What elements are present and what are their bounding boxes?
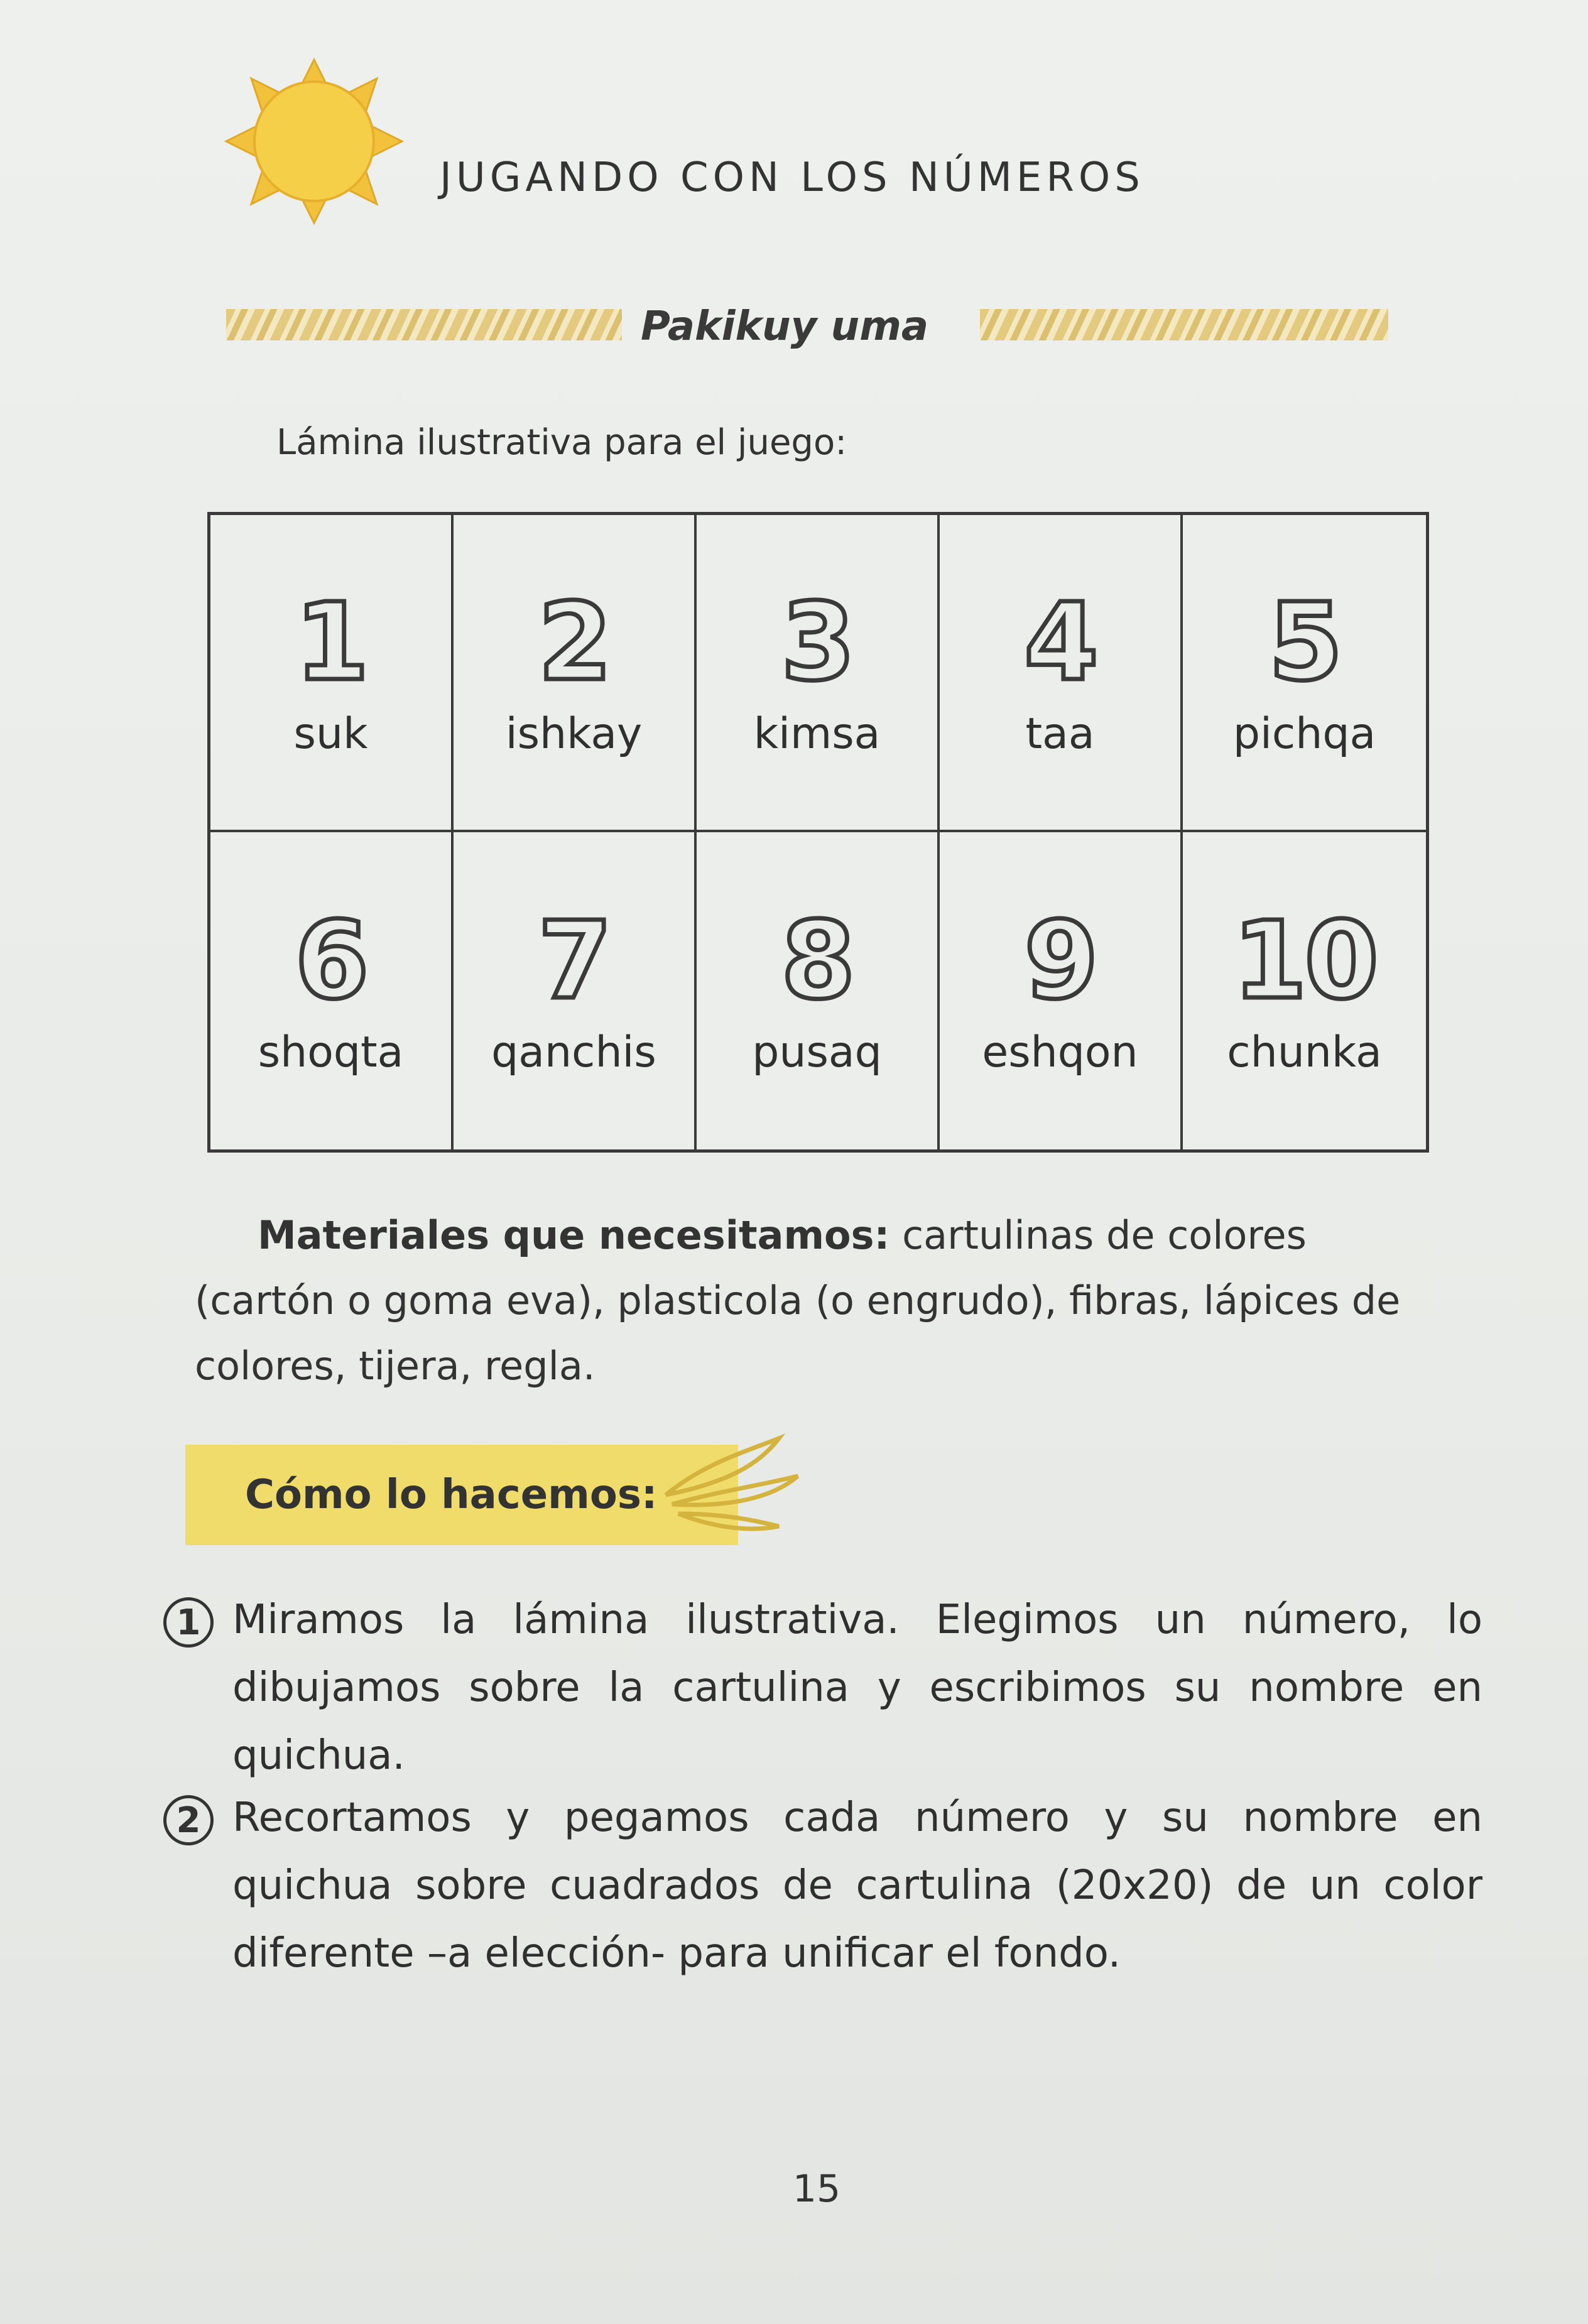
number-word: pichqa xyxy=(1232,709,1376,759)
step-2 xyxy=(163,1784,1482,1991)
number-word: ishkay xyxy=(505,709,643,759)
number-cell-3 xyxy=(697,515,940,832)
number-digit: 9 xyxy=(1024,898,1096,1023)
number-digit: 10 xyxy=(1232,898,1376,1023)
number-cell-9 xyxy=(940,832,1183,1149)
step-number-badge: 1 xyxy=(163,1597,214,1648)
number-cell-8 xyxy=(697,832,940,1149)
number-word: qanchis xyxy=(491,1027,656,1077)
decorative-pattern-right xyxy=(980,309,1388,340)
number-digit: 3 xyxy=(781,580,853,705)
number-digit: 2 xyxy=(538,580,610,705)
number-cell-5 xyxy=(1183,515,1426,832)
number-word: pusaq xyxy=(752,1027,882,1077)
step-text: Miramos la lámina ilustrativa. Elegimos un número, lo dibujamos sobre la cartulina y escribimos su nombre en quichua. xyxy=(232,1597,1482,1779)
number-word: kimsa xyxy=(753,709,881,759)
number-digit: 4 xyxy=(1024,580,1096,705)
subtitle-row xyxy=(226,295,1388,358)
materials-label: Materiales que necesitamos: xyxy=(258,1212,890,1258)
number-cell-6 xyxy=(210,832,454,1149)
number-digit: 1 xyxy=(295,580,367,705)
page-number: 15 xyxy=(792,2167,841,2211)
number-digit: 7 xyxy=(538,898,610,1023)
number-digit: 5 xyxy=(1268,580,1341,705)
number-digit: 6 xyxy=(295,898,367,1023)
step-text: Recortamos y pegamos cada número y su nombre en quichua sobre cuadrados de cartulina (20x20) de un color diferente –a elección- para unificar el fondo. xyxy=(232,1795,1482,1977)
materials-text: cartulinas de colores (cartón o goma eva), plasticola (o engrudo), fibras, lápices de colores, tijera, regla. xyxy=(195,1212,1401,1389)
number-digit: 8 xyxy=(781,898,853,1023)
number-word: chunka xyxy=(1227,1027,1382,1077)
decorative-pattern-left xyxy=(226,309,622,340)
materials-paragraph xyxy=(195,1203,1445,1404)
numbers-table xyxy=(207,512,1429,1153)
intro-text: Lámina ilustrativa para el juego: xyxy=(276,422,847,463)
leaves-icon xyxy=(653,1426,804,1545)
number-cell-7 xyxy=(454,832,697,1149)
page-title: JUGANDO CON LOS NÚMEROS xyxy=(440,155,1145,201)
sun-icon xyxy=(220,57,408,226)
number-word: suk xyxy=(293,709,368,759)
number-cell-1 xyxy=(210,515,454,832)
how-heading: Cómo lo hacemos: xyxy=(245,1472,658,1518)
number-cell-10 xyxy=(1183,832,1426,1149)
step-number-badge: 2 xyxy=(163,1795,214,1845)
number-cell-2 xyxy=(454,515,697,832)
number-cell-4 xyxy=(940,515,1183,832)
subtitle: Pakikuy uma xyxy=(641,303,929,350)
number-word: taa xyxy=(1025,709,1095,759)
number-word: shoqta xyxy=(258,1027,404,1077)
step-1 xyxy=(163,1586,1482,1793)
number-word: eshqon xyxy=(982,1027,1138,1077)
